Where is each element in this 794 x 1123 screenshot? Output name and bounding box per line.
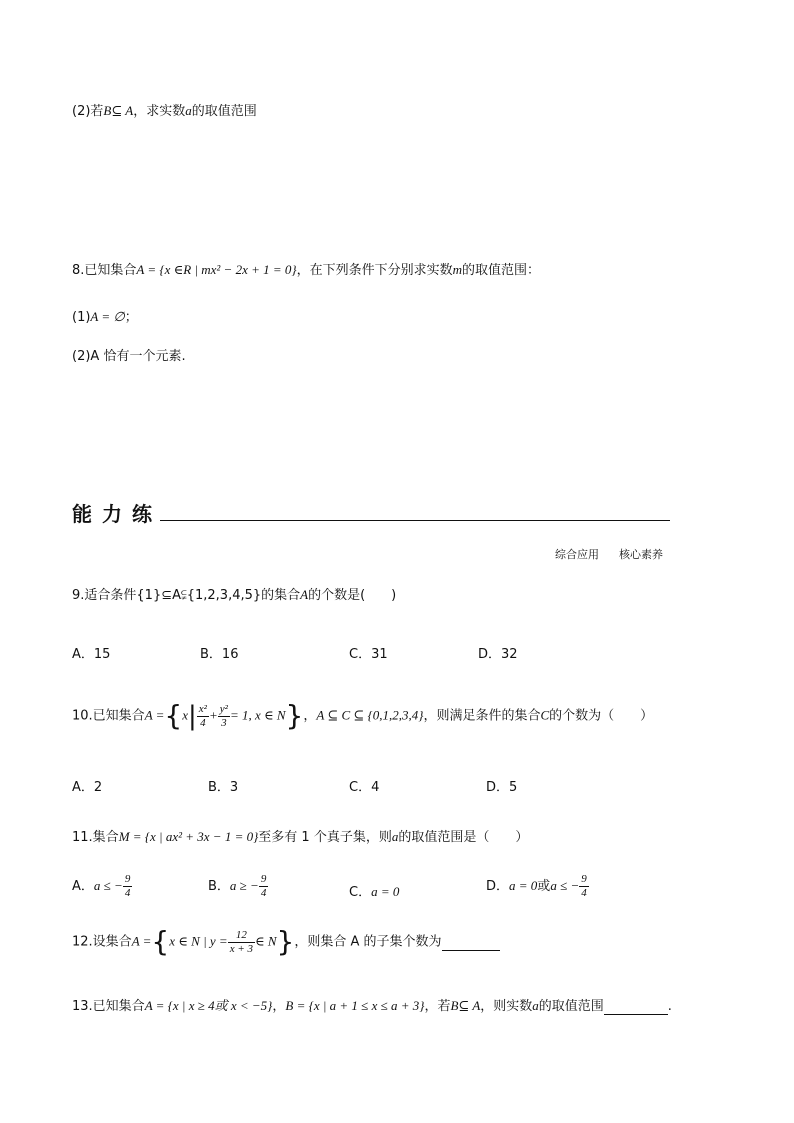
q8-stem: 8.已知集合A = {x ∈R | mx² − 2x + 1 = 0}，在下列条件下分别求实数m的取值范围： — [72, 262, 541, 278]
q7-part2: (2)若B⊆ A，求实数a的取值范围 — [72, 103, 257, 119]
q8-part2: (2)A 恰有一个元素. — [72, 349, 186, 364]
q13-stem: 13.已知集合A = {x | x ≥ 4或 x < −5}，B = {x | a + 1 ≤ x ≤ a + 3}，若B⊆ A，则实数a的取值范围 . — [72, 998, 672, 1014]
q10-option-a: A．2 — [72, 780, 103, 795]
q11-option-c: C．a = 0 — [349, 884, 400, 900]
q8-part1: (1)A = ∅； — [72, 309, 138, 325]
tag-core: 核心素养 — [619, 548, 663, 561]
tag-comprehensive: 综合应用 — [555, 548, 599, 561]
q11-option-a: A．a ≤ − $\frac{9}{4}$ — [72, 873, 131, 899]
q9-option-a: A．15 — [72, 647, 111, 662]
q9-stem: 9.适合条件{1}⊆A⫋{1,2,3,4,5}的集合A的个数是( ) — [72, 587, 397, 603]
q10-stem: 10.已知集合A ={x| $\frac{\text{x²}}{4}$ + $\frac{\text{y²}}{3}$ = 1, x ∈ N}，A ⊆ C ⊆ {0,1,2,3,4}，则满足条件的集合C的个数为（ ） — [72, 699, 654, 732]
section-divider — [160, 520, 670, 521]
q10-frac-y: $\frac{\text{y²}}{3}$ — [219, 702, 228, 729]
q10-option-d: D．5 — [486, 780, 518, 795]
q11-option-d: D．a = 0或a ≤ − $\frac{9}{4}$ — [486, 873, 587, 899]
q13-answer-blank[interactable] — [604, 999, 668, 1015]
q9-option-c: C．31 — [349, 647, 388, 662]
q9-option-b: B．16 — [200, 647, 239, 662]
q9-option-d: D．32 — [478, 647, 518, 662]
q10-option-c: C．4 — [349, 780, 380, 795]
q10-option-b: B．3 — [208, 780, 239, 795]
q10-frac-x: $\frac{\text{x²}}{4}$ — [198, 702, 207, 729]
q11-stem: 11.集合M = {x | ax² + 3x − 1 = 0}至多有 1 个真子集，则a的取值范围是（ ） — [72, 829, 529, 845]
section-title: 能力练 — [72, 502, 162, 526]
q12-answer-blank[interactable] — [442, 935, 500, 951]
q11-option-b: B．a ≥ − $\frac{9}{4}$ — [208, 873, 267, 899]
section-tags — [535, 546, 663, 562]
q12-stem: 12.设集合A ={x ∈ N | y = $\frac{12}{x + 3}$ ∈ N}，则集合 A 的子集个数为 — [72, 928, 500, 956]
q12-frac: $\frac{12}{x + 3}$ — [229, 928, 253, 955]
